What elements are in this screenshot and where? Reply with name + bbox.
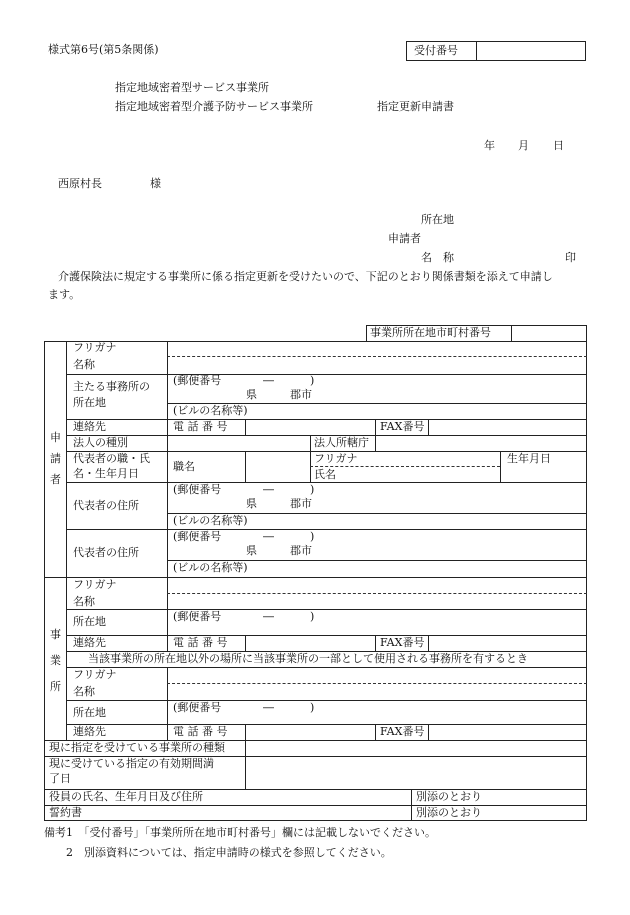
rep-furigana-label: フリガナ — [314, 452, 358, 465]
main-office-postal: (郵便番号 — [173, 374, 222, 387]
body-text-line-2: ます。 — [48, 288, 81, 301]
applicant-fax-label: FAX番号 — [380, 420, 425, 433]
title-suffix: 指定更新申請書 — [377, 100, 454, 113]
seal-mark: 印 — [565, 251, 576, 264]
rep-address-label-2: 代表者の住所 — [73, 546, 139, 559]
corp-type-label: 法人の種別 — [73, 436, 128, 449]
title-line-1: 指定地域密着型サービス事業所 — [115, 81, 269, 94]
applicant-label: 申請者 — [388, 232, 421, 245]
group-applicant-3: 者 — [50, 473, 61, 486]
representative-label-1: 代表者の職・氏 — [73, 452, 150, 465]
expiry-label-1: 現に受けている指定の有効期間満 — [49, 757, 214, 770]
officers-attached: 別添のとおり — [416, 790, 482, 803]
form-number: 様式第6号(第5条関係) — [48, 43, 159, 56]
current-office-type-label: 現に指定を受けている事業所の種類 — [49, 741, 225, 754]
corp-authority-label: 法人所轄庁 — [314, 436, 369, 449]
note-2: 2 別添資料については、指定申請時の様式を参照してください。 — [66, 846, 392, 859]
representative-label-2: 名・生年月日 — [73, 467, 139, 480]
applicant-name-field-label: 名称 — [73, 358, 95, 371]
branch-contact-label: 連絡先 — [73, 725, 106, 738]
title-post-label: 職名 — [173, 460, 195, 473]
main-office-building: (ビルの名称等) — [173, 404, 248, 417]
main-office-label-1: 主たる事務所の — [73, 380, 150, 393]
main-office-county-city: 郡市 — [290, 388, 312, 401]
office-furigana-label: フリガナ — [73, 578, 117, 591]
note-1: 備考1 「受付番号」「事業所所在地市町村番号」欄には記載しないでください。 — [44, 826, 436, 839]
expiry-label-2: 了日 — [49, 772, 71, 785]
birth-date-label: 生年月日 — [507, 452, 551, 465]
office-address-label: 所在地 — [73, 615, 106, 628]
group-office-2: 業 — [50, 654, 61, 667]
group-office-3: 所 — [50, 680, 61, 693]
applicant-furigana-label: フリガナ — [73, 341, 117, 354]
addressee-honorific: 様 — [150, 177, 161, 190]
pledge-attached: 別添のとおり — [416, 806, 482, 819]
applicant-address-label: 所在地 — [421, 213, 454, 226]
branch-furigana-label: フリガナ — [73, 668, 117, 681]
addressee-name: 西原村長 — [58, 177, 102, 190]
officers-label: 役員の氏名、生年月日及び住所 — [49, 790, 203, 803]
office-contact-label: 連絡先 — [73, 636, 106, 649]
rep-address-label-1: 代表者の住所 — [73, 499, 139, 512]
main-office-prefecture: 県 — [246, 388, 257, 401]
receipt-number-label: 受付番号 — [414, 44, 458, 57]
date-day: 日 — [553, 139, 564, 152]
group-applicant-2: 請 — [50, 452, 61, 465]
branch-office-note: 当該事業所の所在地以外の場所に当該事業所の一部として使用される事務所を有するとき — [88, 652, 528, 665]
date-month: 月 — [518, 139, 529, 152]
applicant-contact-label: 連絡先 — [73, 420, 106, 433]
body-text-line-1: 介護保険法に規定する事業所に係る指定更新を受けたいので、下記のとおり関係書類を添えて申請し — [58, 270, 553, 283]
group-applicant-1: 申 — [50, 431, 61, 444]
municipality-number-label: 事業所所在地市町村番号 — [370, 326, 491, 339]
date-year: 年 — [484, 139, 495, 152]
group-office-1: 事 — [50, 628, 61, 641]
rep-name-label: 氏名 — [314, 468, 336, 481]
office-name-label: 名称 — [73, 595, 95, 608]
pledge-label: 誓約書 — [49, 806, 82, 819]
applicant-name-label: 名 称 — [421, 251, 454, 264]
branch-address-label: 所在地 — [73, 706, 106, 719]
branch-name-label: 名称 — [73, 685, 95, 698]
applicant-phone-label: 電 話 番 号 — [173, 420, 228, 433]
main-office-label-2: 所在地 — [73, 396, 106, 409]
title-line-2: 指定地域密着型介護予防サービス事業所 — [115, 100, 313, 113]
